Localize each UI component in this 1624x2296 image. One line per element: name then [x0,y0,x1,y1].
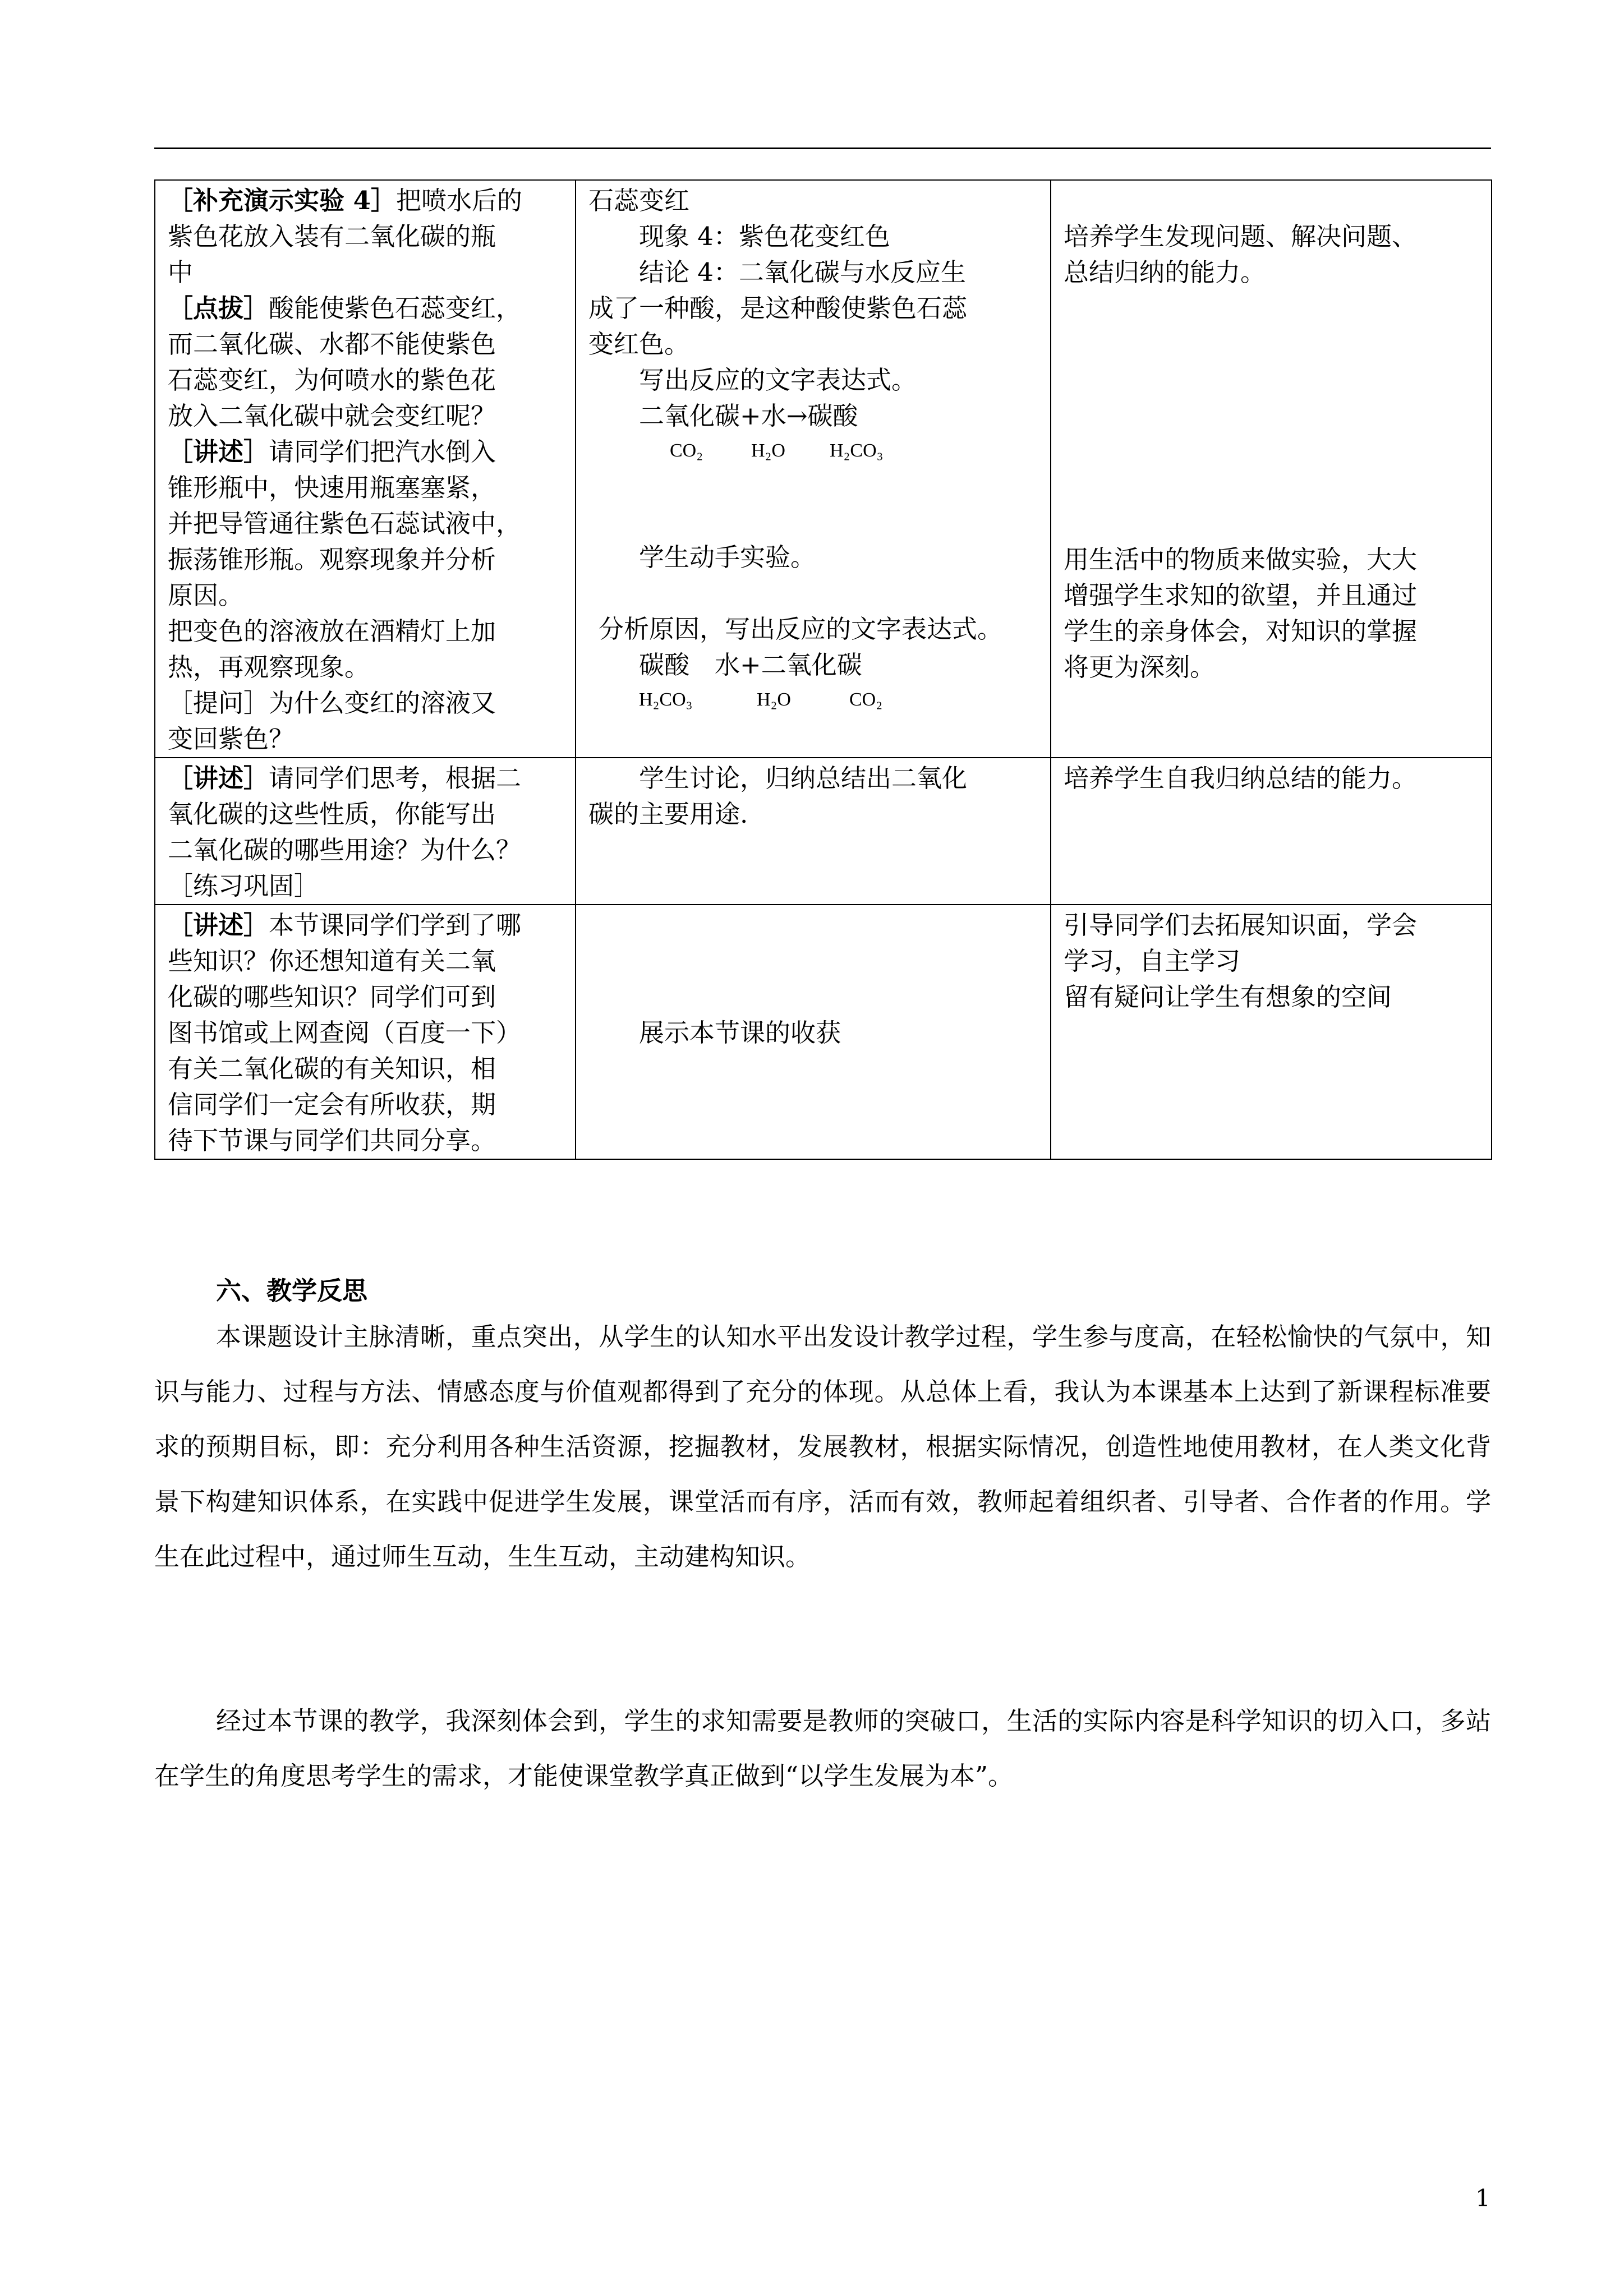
table-line: 碳酸 水+二氧化碳 [639,650,862,680]
table-line: 并把导管通往紫色石蕊试液中， [168,509,522,538]
section-title: 六、教学反思 [216,1276,368,1306]
table-row [155,758,1492,905]
table-line: 结论 4：二氧化碳与水反应生 [639,257,966,287]
table-line: 培养学生发现问题、解决问题、 [1064,222,1418,251]
teacher-activity-cell [155,180,576,758]
chemical-formula-line: CO₂ H₂O H₂CO₃ [670,440,884,461]
teacher-activity-cell [155,758,576,905]
table-line: 变红色。 [588,329,690,359]
reflection-paragraph: 经过本节课的教学，我深刻体会到，学生的求知需要是教师的突破口，生活的实际内容是科学知识的切入口，多站在学生的角度思考学生的需求，才能使课堂教学真正做到“以学生发展为本”。 [154,1706,1491,1791]
table-line: 变回紫色？ [168,724,295,754]
table-line: ［讲述］请同学们把汽水倒入 [168,437,496,467]
teacher-activity-cell [155,905,576,1159]
table-line: 引导同学们去拓展知识面，学会 [1064,910,1418,940]
table-line: 有关二氧化碳的有关知识，相 [168,1054,496,1084]
table-line: 碳的主要用途. [588,799,748,829]
table-line: 紫色花放入装有二氧化碳的瓶 [168,222,496,251]
table-line: ［讲述］请同学们思考，根据二 [168,763,522,793]
table-line: ［讲述］本节课同学们学到了哪 [168,910,522,940]
reflection-paragraph: 本课题设计主脉清晰，重点突出，从学生的认知水平出发设计教学过程，学生参与度高，在轻松愉快的气氛中，知识与能力、过程与方法、情感态度与价值观都得到了充分的体现。从总体上看，我认为本课基本上达到了新课程标准要求的预期目标，即：充分利用各种生活资源，挖掘教材，发展教材，根据实际情况，创造性地使用教材，在人类文化背景下构建知识体系，在实践中促进学生发展，课堂活而有序，活而有效，教师起着组织者、引导者、合作者的作用。学生在此过程中，通过师生互动，生生互动，主动建构知识。 [154,1322,1491,1571]
student-activity-cell [576,905,1051,1159]
table-line: 石蕊变红 [588,186,690,215]
table-line: 热，再观察现象。 [168,652,370,682]
design-intent-cell [1051,905,1492,1159]
table-line: 石蕊变红，为何喷水的紫色花 [168,365,496,395]
table-line: 学习，自主学习 [1064,946,1241,976]
table-line: 学生的亲身体会，对知识的掌握 [1064,616,1418,646]
table-line: 学生讨论，归纳总结出二氧化 [639,763,968,793]
table-line: 培养学生自我归纳总结的能力。 [1064,763,1418,793]
table-line: 用生活中的物质来做实验，大大 [1064,545,1418,574]
table-line: 现象 4：紫色花变红色 [639,222,890,251]
student-activity-cell [576,758,1051,905]
table-line: 总结归纳的能力。 [1064,257,1266,287]
table-line: 图书馆或上网查阅（百度一下） [168,1018,522,1048]
table-line: ［点拔］酸能使紫色石蕊变红， [168,293,522,323]
table-line: 待下节课与同学们共同分享。 [168,1126,496,1155]
table-line: 信同学们一定会有所收获，期 [168,1090,496,1119]
chemical-formula-line: H₂CO₃ H₂O CO₂ [639,689,883,710]
table-line: 增强学生求知的欲望，并且通过 [1064,580,1418,610]
table-row [155,905,1492,1159]
table-line: 而二氧化碳、水都不能使紫色 [168,329,496,359]
table-line: 学生动手实验。 [639,542,816,572]
table-line: 锥形瓶中，快速用瓶塞塞紧， [168,473,496,502]
table-row [155,180,1492,758]
table-line: ［练习巩固］ [168,871,320,901]
table-line: 原因。 [168,580,244,610]
lesson-table [154,179,1492,1160]
table-line: 氧化碳的这些性质，你能写出 [168,799,496,829]
header-rule [154,147,1491,149]
student-activity-cell [576,180,1051,758]
table-line: 成了一种酸，是这种酸使紫色石蕊 [588,293,968,323]
table-line: 些知识？你还想知道有关二氧 [168,946,496,976]
table-line: 留有疑问让学生有想象的空间 [1064,982,1392,1012]
table-line: 中 [168,257,194,287]
table-line: ［提问］为什么变红的溶液又 [168,688,496,718]
table-line: 写出反应的文字表达式。 [639,365,917,395]
design-intent-cell [1051,180,1492,758]
table-line: 二氧化碳的哪些用途？为什么？ [168,835,522,865]
table-line: ［补充演示实验 4］把喷水后的 [168,186,522,215]
table-line: 将更为深刻。 [1064,652,1216,682]
table-line: 二氧化碳+水→碳酸 [639,401,858,431]
table-line: 振荡锥形瓶。观察现象并分析 [168,545,496,574]
table-line: 化碳的哪些知识？同学们可到 [168,982,496,1012]
table-line: 把变色的溶液放在酒精灯上加 [168,616,496,646]
page-number: 1 [1475,2184,1490,2212]
table-line: 分析原因，写出反应的文字表达式。 [599,614,1003,644]
table-line: 展示本节课的收获 [639,1018,841,1048]
design-intent-cell [1051,758,1492,905]
table-line: 放入二氧化碳中就会变红呢？ [168,401,496,431]
